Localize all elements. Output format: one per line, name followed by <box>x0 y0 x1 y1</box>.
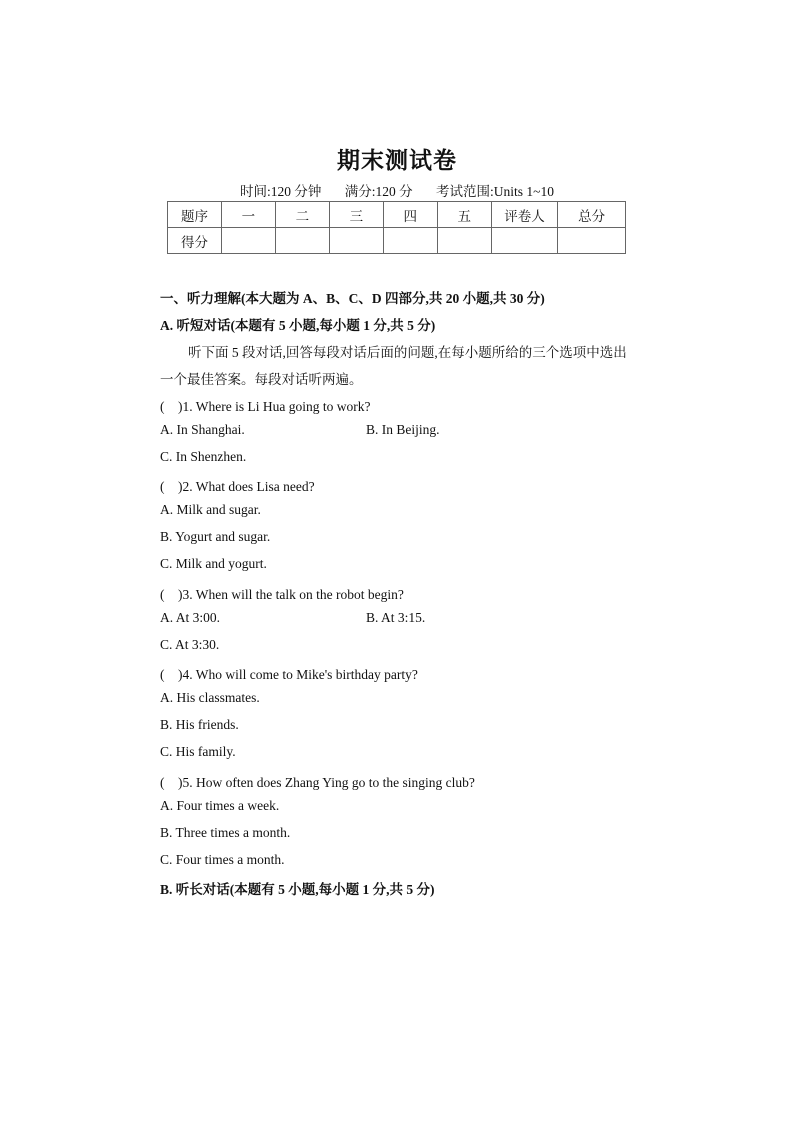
header-cell: 总分 <box>558 202 626 228</box>
question-stem: ( )5. How often does Zhang Ying go to the singing club? <box>160 775 475 790</box>
question-stem: ( )1. Where is Li Hua going to work? <box>160 399 371 414</box>
score-cell[interactable] <box>383 228 437 254</box>
score-cell[interactable] <box>221 228 275 254</box>
option: B. His friends. <box>160 717 239 732</box>
part-a-heading: A. 听短对话(本题有 5 小题,每小题 1 分,共 5 分) <box>160 318 436 333</box>
option: C. His family. <box>160 744 236 759</box>
question-options-row <box>160 610 426 626</box>
question-stem: ( )3. When will the talk on the robot begin? <box>160 587 404 602</box>
part-b-heading: B. 听长对话(本题有 5 小题,每小题 1 分,共 5 分) <box>160 882 435 897</box>
option: B. At 3:15. <box>366 610 426 625</box>
instruction-text: 一个最佳答案。每段对话听两遍。 <box>160 372 363 387</box>
score-table <box>167 201 626 254</box>
exam-scope: 考试范围:Units 1~10 <box>436 184 554 199</box>
score-cell[interactable] <box>275 228 329 254</box>
score-cell[interactable] <box>437 228 491 254</box>
section-heading: 一、听力理解(本大题为 A、B、C、D 四部分,共 20 小题,共 30 分) <box>160 291 545 306</box>
score-cell[interactable] <box>329 228 383 254</box>
question-options-row <box>160 422 440 438</box>
score-table-header-row <box>168 202 626 228</box>
header-cell: 四 <box>383 202 437 228</box>
header-cell: 二 <box>275 202 329 228</box>
option: C. At 3:30. <box>160 637 220 652</box>
score-table-score-row <box>168 228 626 254</box>
header-cell: 五 <box>437 202 491 228</box>
option: C. Milk and yogurt. <box>160 556 267 571</box>
exam-time: 时间:120 分钟 <box>240 184 322 199</box>
option: B. Three times a month. <box>160 825 291 840</box>
option: A. Four times a week. <box>160 798 280 813</box>
page-title: 期末测试卷 <box>337 148 457 174</box>
exam-info <box>0 180 794 200</box>
exam-full-score: 满分:120 分 <box>344 184 413 199</box>
score-cell[interactable] <box>491 228 558 254</box>
header-cell: 题序 <box>168 202 222 228</box>
option: A. His classmates. <box>160 690 260 705</box>
instruction-text: 听下面 5 段对话,回答每段对话后面的问题,在每小题所给的三个选项中选出 <box>188 345 627 360</box>
option: C. Four times a month. <box>160 852 285 867</box>
question-stem: ( )4. Who will come to Mike's birthday party? <box>160 667 418 682</box>
header-cell: 三 <box>329 202 383 228</box>
option: B. In Beijing. <box>366 422 440 437</box>
option: A. Milk and sugar. <box>160 502 261 517</box>
option: A. In Shanghai. <box>160 422 245 437</box>
header-cell: 一 <box>221 202 275 228</box>
score-cell[interactable] <box>558 228 626 254</box>
option: B. Yogurt and sugar. <box>160 529 271 544</box>
score-row-label: 得分 <box>168 228 222 254</box>
option: A. At 3:00. <box>160 610 221 625</box>
option: C. In Shenzhen. <box>160 449 247 464</box>
header-cell: 评卷人 <box>491 202 558 228</box>
question-stem: ( )2. What does Lisa need? <box>160 479 315 494</box>
